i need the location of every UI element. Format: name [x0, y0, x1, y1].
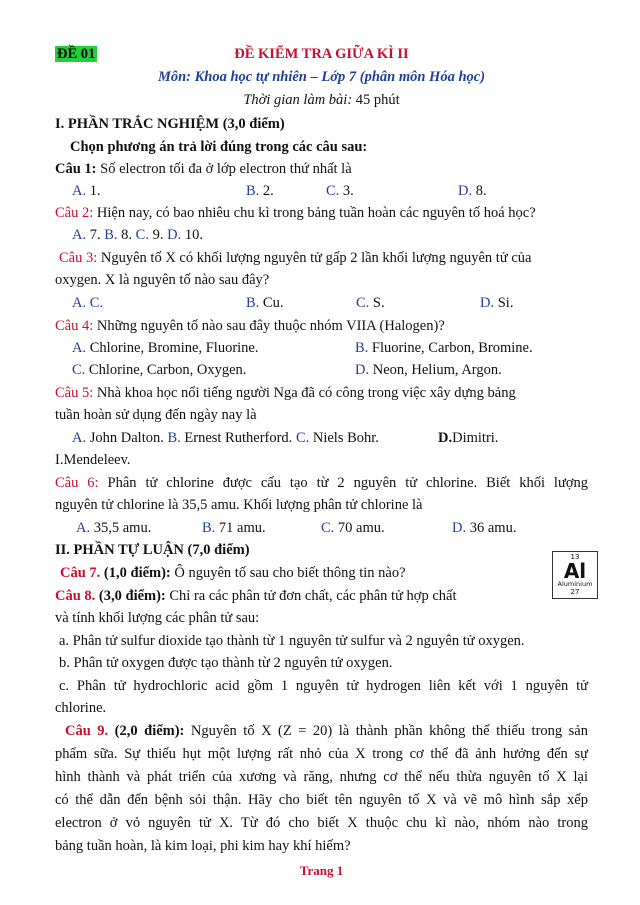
- q2-options: [72, 226, 203, 245]
- q9-line-2: phẩm sữa. Sự thiếu hụt một lượng rất nhỏ của X trong cơ thể đã ảnh hưởng đến sự: [55, 746, 588, 762]
- q4-a-text: Chlorine, Bromine, Fluorine.: [89, 340, 259, 356]
- question-1: [55, 160, 588, 179]
- q5-b-text: Ernest Rutherford.: [184, 430, 293, 446]
- q8-text-1: Chỉ ra các phân tử đơn chất, các phân tử hợp chất: [169, 588, 457, 604]
- q5-a-letter: A.: [72, 430, 87, 446]
- q1-option-a: [72, 182, 101, 201]
- q9-points: (2,0 điểm):: [114, 723, 185, 739]
- q9-line-5: electron ở vỏ nguyên tử X. Từ đó cho biết X thuộc chu kì nào, nhóm nào trong: [55, 815, 588, 831]
- q5-d-continued: I.Mendeleev.: [55, 452, 131, 468]
- subject-line: [55, 68, 588, 87]
- q2-d-letter: D.: [167, 227, 182, 243]
- q4-text: Những nguyên tố nào sau đây thuộc nhóm VIIA (Halogen)?: [96, 318, 445, 334]
- q6-label: Câu 6:: [55, 475, 99, 491]
- q1-option-d: [458, 182, 487, 201]
- q5-a-text: John Dalton.: [89, 430, 164, 446]
- q7-points: (1,0 điểm):: [103, 565, 171, 581]
- q3-a-text: C.: [89, 295, 104, 311]
- q3-c-letter: C.: [356, 295, 370, 311]
- element-atomic-number: 13: [570, 553, 580, 561]
- q7-label: Câu 7.: [60, 565, 101, 581]
- q5-d-text: Dimitri.: [452, 430, 499, 446]
- q8-item-a: a. Phân tử sulfur dioxide tạo thành từ 1 nguyên tử sulfur và 2 nguyên tử oxygen.: [59, 633, 525, 649]
- q1-c-letter: C.: [326, 183, 340, 199]
- q2-b-letter: B.: [104, 227, 118, 243]
- q2-a-text: 7.: [89, 227, 101, 243]
- q3-c-text: S.: [372, 295, 385, 311]
- q4-c-letter: C.: [72, 362, 86, 378]
- q6-option-d: [452, 519, 516, 538]
- question-5: [55, 384, 588, 403]
- q6-d-text: 36 amu.: [469, 520, 517, 536]
- part1-instruction: Chọn phương án trả lời đúng trong các câu sau:: [70, 139, 368, 155]
- q4-d-text: Neon, Helium, Argon.: [372, 362, 502, 378]
- q1-d-text: 8.: [475, 183, 487, 199]
- q9-line-1: Nguyên tố X (Z = 20) là thành phần không thể thiếu trong sản: [190, 723, 588, 739]
- q4-d-letter: D.: [355, 362, 370, 378]
- q5-options: [72, 429, 379, 448]
- q1-a-letter: A.: [72, 183, 87, 199]
- q1-option-c: [326, 182, 354, 201]
- q6-option-c: [321, 519, 385, 538]
- q4-option-a: [72, 339, 258, 358]
- q5-option-d: [438, 429, 498, 448]
- q4-option-d: [355, 361, 502, 380]
- subject-label: Môn:: [157, 69, 191, 85]
- q6-a-letter: A.: [76, 520, 91, 536]
- time-label: Thời gian làm bài:: [243, 92, 353, 108]
- page-number: Trang 1: [299, 863, 344, 878]
- q4-c-text: Chlorine, Carbon, Oxygen.: [88, 362, 247, 378]
- q6-d-letter: D.: [452, 520, 467, 536]
- q9-line-4: có thể dẫn đến bệnh sỏi thận. Hãy cho biết tên nguyên tố X và vẽ mô hình sắp xếp: [55, 792, 588, 808]
- q4-label: Câu 4:: [55, 318, 94, 334]
- q3-option-d: [480, 294, 513, 313]
- question-7: [60, 564, 588, 583]
- element-name: Aluminium: [557, 580, 593, 588]
- q1-d-letter: D.: [458, 183, 473, 199]
- q4-b-text: Fluorine, Carbon, Bromine.: [371, 340, 533, 356]
- q8-text-2: và tính khối lượng các phân tử sau:: [55, 610, 260, 626]
- q9-line-3: hình thành và phát triển của xương và răng, nhưng cơ thể nếu thừa nguyên tố X lại: [55, 769, 588, 785]
- q3-a-letter: A.: [72, 295, 87, 311]
- q2-text: Hiện nay, có bao nhiêu chu kì trong bảng tuần hoàn các nguyên tố hoá học?: [96, 205, 536, 221]
- q8-item-c-cont: chlorine.: [55, 700, 107, 716]
- question-6: [55, 474, 588, 493]
- q6-option-b: [202, 519, 266, 538]
- q8-item-b: b. Phân tử oxygen được tạo thành từ 2 nguyên tử oxygen.: [59, 655, 393, 671]
- q6-c-letter: C.: [321, 520, 335, 536]
- q2-a-letter: A.: [72, 227, 87, 243]
- q5-c-text: Niels Bohr.: [312, 430, 379, 446]
- q6-option-a: [76, 519, 151, 538]
- q3-label: Câu 3:: [59, 250, 98, 266]
- q6-c-text: 70 amu.: [337, 520, 385, 536]
- q2-b-text: 8.: [121, 227, 133, 243]
- exam-code-badge: ĐỀ 01: [57, 46, 96, 62]
- q6-text-2: nguyên tử chlorine là 35,5 amu. Khối lượng phân tử chlorine là: [55, 497, 423, 513]
- q3-option-a: [72, 294, 103, 313]
- q6-b-text: 71 amu.: [218, 520, 266, 536]
- q7-text: Ô nguyên tố sau cho biết thông tin nào?: [174, 565, 406, 581]
- q5-d-letter: D.: [438, 430, 453, 446]
- element-symbol: Al: [563, 559, 587, 583]
- q5-text-2: tuần hoàn sử dụng đến ngày nay là: [55, 407, 257, 423]
- q2-d-text: 10.: [184, 227, 203, 243]
- q8-label: Câu 8.: [55, 588, 96, 604]
- question-8: [55, 587, 588, 606]
- q5-b-letter: B.: [167, 430, 181, 446]
- q1-b-text: 2.: [262, 183, 274, 199]
- q8-item-c: c. Phân tử hydrochloric acid gồm 1 nguyên tử hydrogen liên kết với 1 nguyên tử: [59, 678, 588, 694]
- question-2: [55, 204, 588, 223]
- q3-d-letter: D.: [480, 295, 495, 311]
- q1-label: Câu 1:: [55, 161, 97, 177]
- q4-option-b: [355, 339, 533, 358]
- q3-option-b: [246, 294, 283, 313]
- time-value: 45 phút: [355, 92, 400, 108]
- q2-c-text: 9.: [152, 227, 164, 243]
- q5-text-1: Nhà khoa học nổi tiếng người Nga đã có công trong việc xây dựng bảng: [96, 385, 516, 401]
- time-line: [55, 91, 588, 110]
- q4-option-c: [72, 361, 246, 380]
- q1-text: Số electron tối đa ở lớp electron thứ nhất là: [100, 161, 352, 177]
- q2-label: Câu 2:: [55, 205, 94, 221]
- exam-title: ĐỀ KIỂM TRA GIỮA KÌ II: [234, 46, 409, 62]
- q5-c-letter: C.: [295, 430, 310, 446]
- q4-b-letter: B.: [355, 340, 369, 356]
- q6-text-1: Phân tử chlorine được cấu tạo từ 2 nguyên tử chlorine. Biết khối lượng: [107, 475, 588, 491]
- part2-heading: II. PHẦN TỰ LUẬN (7,0 điểm): [55, 542, 250, 558]
- q9-label: Câu 9.: [65, 723, 109, 739]
- q9-line-6: bảng tuần hoàn, là kim loại, phi kim hay khí hiếm?: [55, 838, 351, 854]
- q1-a-text: 1.: [89, 183, 101, 199]
- question-4: [55, 317, 588, 336]
- element-mass: 27: [570, 588, 580, 596]
- q3-text-1: Nguyên tố X có khối lượng nguyên tử gấp 2 lần khối lượng nguyên tử của: [100, 250, 532, 266]
- question-3: [59, 249, 588, 268]
- q1-c-text: 3.: [342, 183, 354, 199]
- subject-text: Khoa học tự nhiên – Lớp 7 (phân môn Hóa học): [194, 69, 486, 85]
- question-9: [65, 722, 588, 741]
- q1-b-letter: B.: [246, 183, 260, 199]
- q3-text-2: oxygen. X là nguyên tố nào sau đây?: [55, 272, 270, 288]
- q5-label: Câu 5:: [55, 385, 94, 401]
- part1-heading: I. PHẦN TRẮC NGHIỆM (3,0 điểm): [55, 116, 285, 132]
- q6-a-text: 35,5 amu.: [93, 520, 152, 536]
- q3-d-text: Si.: [497, 295, 514, 311]
- q2-c-letter: C.: [135, 227, 149, 243]
- q3-b-text: Cu.: [262, 295, 284, 311]
- q6-b-letter: B.: [202, 520, 216, 536]
- q8-points: (3,0 điểm):: [98, 588, 166, 604]
- q4-a-letter: A.: [72, 340, 87, 356]
- q1-option-b: [246, 182, 274, 201]
- q3-b-letter: B.: [246, 295, 260, 311]
- q3-option-c: [356, 294, 385, 313]
